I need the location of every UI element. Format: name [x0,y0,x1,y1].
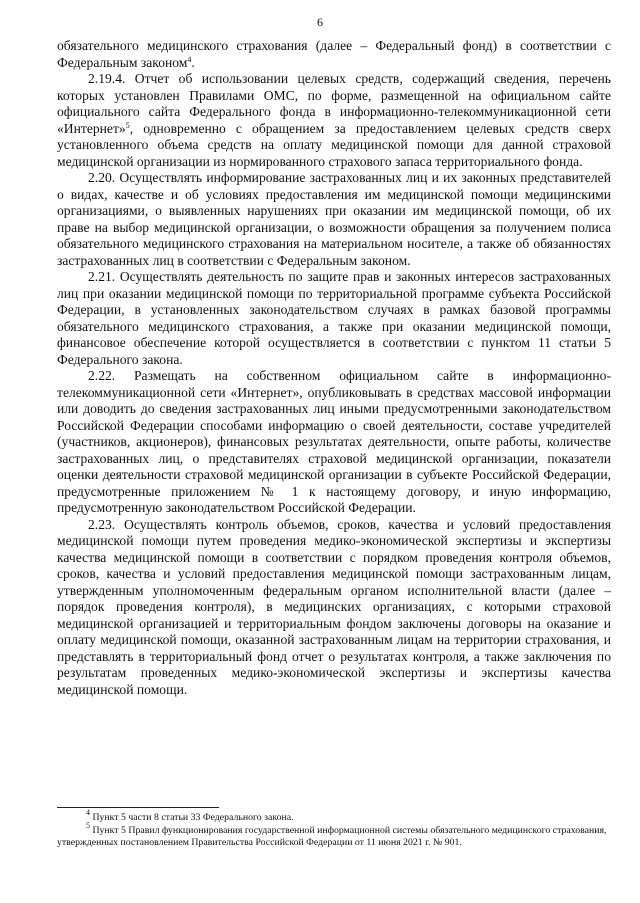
footnote-ref-5: 5 [125,120,130,130]
paragraph-continuation: обязательного медицинского страхования (далее – Федеральный фонд) в соответствии с Федеральным законом$^4$. [57,38,611,70]
footnote-divider [57,807,219,808]
footnotes [57,808,611,850]
footnote-4: $^4$ Пункт 5 части 8 статьи 33 Федерального закона. [86,808,294,823]
body-text [57,38,611,698]
paragraph-2-23: 2.23. Осуществлять контроль объемов, сроков, качества и условий предоставления медицинской помощи путем проведения медико-экономической экспертизы и экспертизы качества медицинской помощи в соответствии с порядком проведения контроля объемов, сроков, качества и условий предоставления медицинской помощи застрахованным лицам, утвержденным уполномоченным федеральным органом исполнительной власти (далее – порядок проведения контроля), в медицинских организациях, с которыми страховой медицинской организацией и территориальным фондом заключены договоры на оказание и оплату медицинской помощи, оказанной застрахованным лицам на территории страхования, и представлять в территориальный фонд отчет о результатах контроля, а также заключения по результатам проведенных медико-экономической экспертизы и экспертизы качества медицинской помощи. [57,516,611,697]
paragraph-2-22: 2.22. Размещать на собственном официальном сайте в информационно-телекоммуникационной сети «Интернет», опубликовывать в средствах массовой информации или доводить до сведения застрахованных лиц иными предусмотренными законодательством Российской Федерации способами информацию о своей деятельности, составе учредителей (участников, акционеров), финансовых результатах деятельности, опыте работы, количестве застрахованных лиц, о представителях страховой медицинской организации, показатели оценки деятельности страховой медицинской организации в субъекте Российской Федерации, предусмотренные приложением № 1 к настоящему договору, и иную информацию, предусмотренную законодательством Российской Федерации. [57,368,611,515]
footnote-ref-4: 4 [187,54,192,64]
paragraph-2-21: 2.21. Осуществлять деятельность по защите прав и законных интересов застрахованных лиц при оказании медицинской помощи по территориальной программе субъекта Российской Федерации, в установленных законодательством случаях в рамках базовой программы обязательного медицинского страхования, а также при оказании медицинской помощи, финансовое обеспечение которой осуществляется в соответствии с пунктом 11 статьи 5 Федерального закона. [57,269,611,367]
paragraph-2-20: 2.20. Осуществлять информирование застрахованных лиц и их законных представителей о видах, качестве и об условиях предоставления им медицинской помощи медицинскими организациями, о выявленных нарушениях при оказании им медицинской помощи, об их праве на выбор медицинской организации, о возможности обращения за получением полиса обязательного медицинского страхования на материальном носителе, а также об обязанностях застрахованных лиц в соответствии с Федеральным законом. [57,170,611,268]
page-number: 6 [317,15,323,29]
paragraph-2-19-4: 2.19.4. Отчет об использовании целевых средств, содержащий сведения, перечень которых установлен Правилами ОМС, по форме, размещенной на официальном сайте официального сайта Федерального фонда в информационно-телекоммуникационной сети «Интернет»$^5$, одновременно с обращением за предоставлением целевых средств сверх установленного объема средств на оплату медицинской помощи для данной страховой медицинской организации из нормированного страхового запаса территориального фонда. [57,71,611,169]
footnote-5: $^5$ Пункт 5 Правил функционирования государственной информационной системы обязательного медицинского страхования, утвержденных постановлением Правительства Российской Федерации от 11 июня 2021 г. № 901. [57,820,607,848]
